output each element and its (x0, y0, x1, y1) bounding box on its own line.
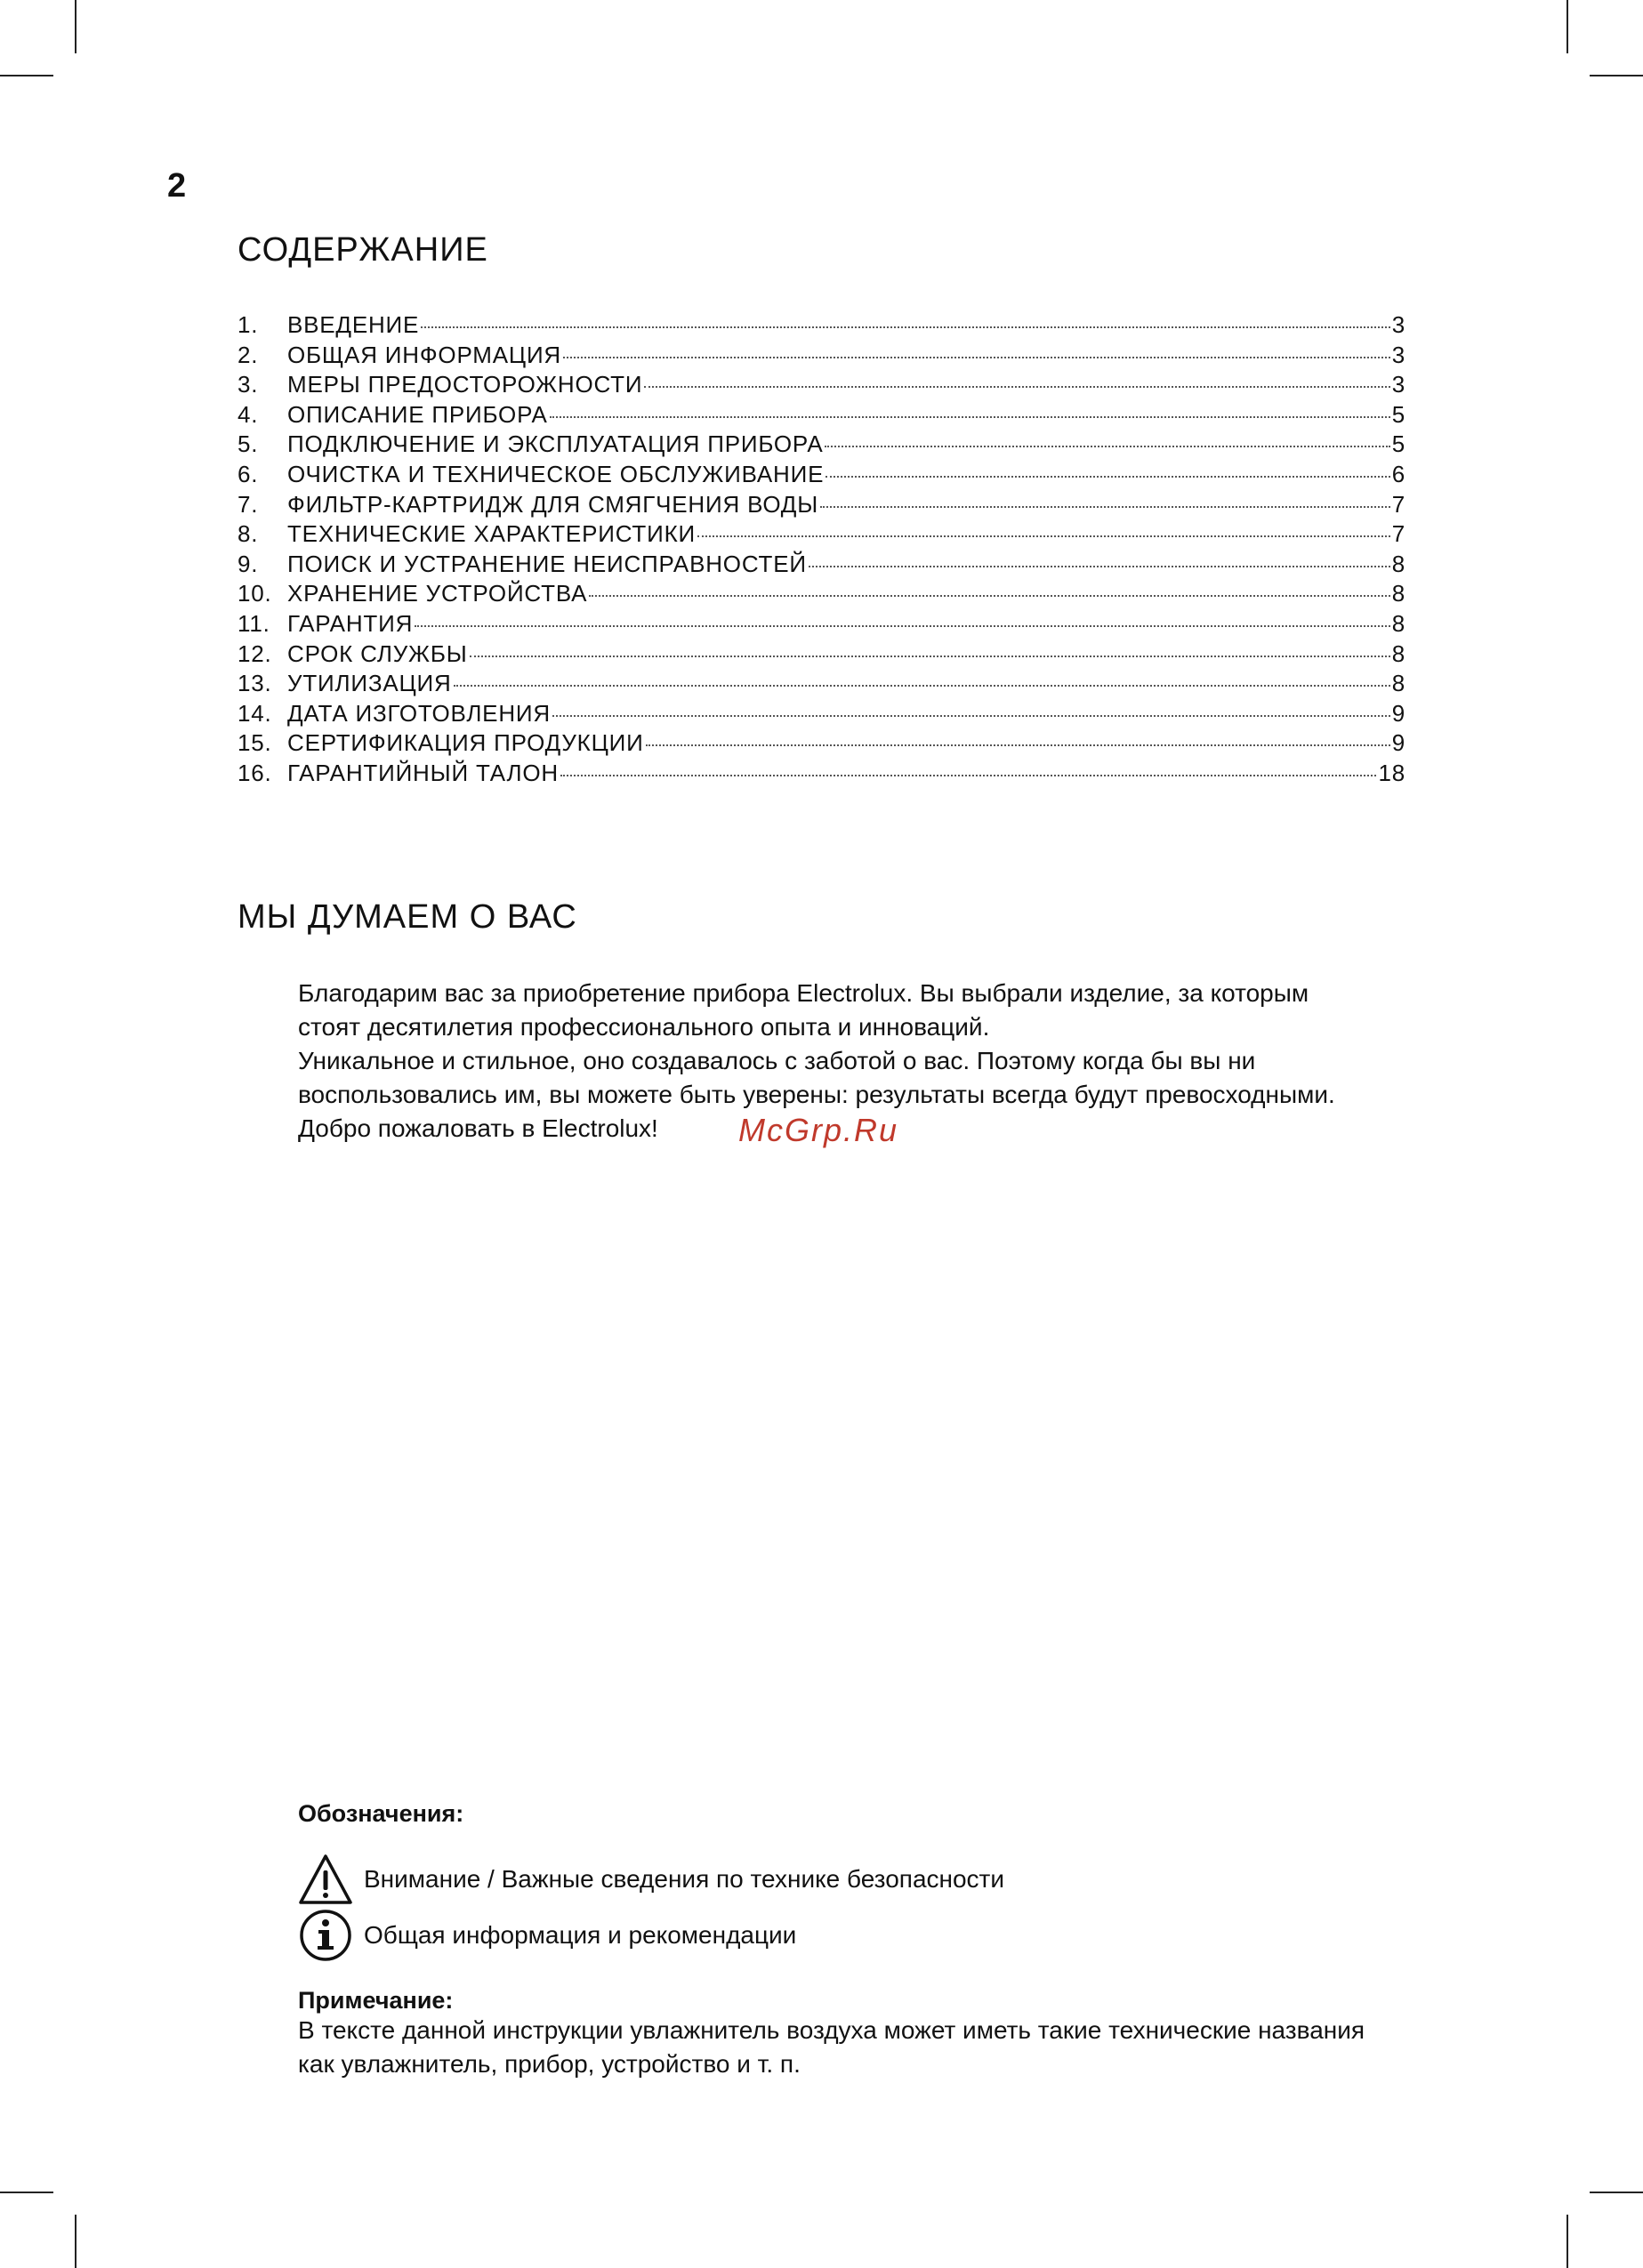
legend-item-text: Общая информация и рекомендации (364, 1921, 797, 1949)
toc-item-number: 5. (238, 430, 259, 458)
warning-triangle-icon (298, 1853, 353, 1906)
toc-item[interactable] (238, 491, 1405, 521)
welcome-line: Добро пожаловать в Electrolux! (298, 1114, 658, 1142)
toc-item-page: 8 (1391, 550, 1405, 577)
toc-item[interactable] (238, 610, 1405, 640)
toc-item[interactable] (238, 401, 1405, 431)
toc-item-label: МЕРЫ ПРЕДОСТОРОЖНОСТИ (287, 371, 643, 398)
crop-mark-top-left-horizontal (0, 75, 53, 76)
toc-item[interactable] (238, 729, 1405, 760)
toc-item-page: 8 (1391, 670, 1405, 697)
toc-item-label: ДАТА ИЗГОТОВЛЕНИЯ (287, 699, 551, 727)
toc-item-page: 18 (1378, 759, 1405, 786)
toc-item-number: 13. (238, 670, 272, 697)
table-of-contents (238, 311, 1405, 790)
page-number: 2 (167, 167, 187, 205)
toc-item-page: 5 (1391, 430, 1405, 458)
toc-item-number: 10. (238, 580, 272, 607)
watermark: McGrp.Ru (738, 1112, 899, 1148)
toc-item[interactable] (238, 430, 1405, 461)
crop-mark-top-left-vertical (75, 0, 77, 53)
toc-item-label: УТИЛИЗАЦИЯ (287, 670, 452, 697)
toc-item-label: ОБЩАЯ ИНФОРМАЦИЯ (287, 341, 562, 368)
toc-item-number: 15. (238, 729, 272, 757)
toc-item-number: 11. (238, 609, 270, 637)
welcome-line: стоят десятилетия профессионального опыта и инноваций. (298, 1013, 990, 1041)
toc-item-page: 3 (1391, 371, 1405, 398)
toc-leader-dots (809, 566, 1390, 567)
toc-item-label: ХРАНЕНИЕ УСТРОЙСТВА (287, 580, 588, 607)
toc-item[interactable] (238, 700, 1405, 730)
toc-leader-dots (550, 416, 1390, 418)
crop-mark-bottom-left-vertical (75, 2215, 77, 2268)
toc-item-label: ФИЛЬТР-КАРТРИДЖ ДЛЯ СМЯГЧЕНИЯ ВОДЫ (287, 490, 819, 518)
toc-leader-dots (560, 775, 1377, 776)
toc-leader-dots (589, 595, 1389, 597)
toc-item-number: 12. (238, 639, 272, 667)
toc-item-label: ГАРАНТИЙНЫЙ ТАЛОН (287, 759, 559, 786)
toc-item[interactable] (238, 311, 1405, 342)
toc-leader-dots (826, 476, 1390, 478)
toc-item-number: 6. (238, 460, 259, 487)
toc-item-page: 8 (1391, 639, 1405, 667)
toc-item[interactable] (238, 580, 1405, 610)
note-paragraph (298, 2014, 1508, 2081)
toc-leader-dots (454, 685, 1390, 687)
toc-item-number: 1. (238, 311, 259, 338)
toc-item-label: ПОИСК И УСТРАНЕНИЕ НЕИСПРАВНОСТЕЙ (287, 550, 807, 577)
crop-mark-top-right-vertical (1566, 0, 1568, 53)
toc-leader-dots (646, 744, 1390, 746)
toc-item-label: СРОК СЛУЖБЫ (287, 639, 468, 667)
toc-item-label: СЕРТИФИКАЦИЯ ПРОДУКЦИИ (287, 729, 644, 757)
toc-item-page: 8 (1391, 580, 1405, 607)
toc-leader-dots (563, 357, 1390, 358)
toc-item-label: ОЧИСТКА И ТЕХНИЧЕСКОЕ ОБСЛУЖИВАНИЕ (287, 460, 825, 487)
toc-item-page: 7 (1391, 520, 1405, 548)
toc-title: СОДЕРЖАНИЕ (238, 231, 488, 269)
toc-item-number: 4. (238, 400, 259, 428)
legend-heading: Обозначения: (298, 1800, 464, 1827)
note-line: как увлажнитель, прибор, устройство и т. п. (298, 2050, 801, 2078)
toc-item[interactable] (238, 640, 1405, 671)
toc-item-page: 6 (1391, 460, 1405, 487)
crop-mark-top-right-horizontal (1590, 75, 1643, 76)
toc-item-label: ВВЕДЕНИЕ (287, 311, 420, 338)
toc-item-page: 3 (1391, 311, 1405, 338)
toc-item[interactable] (238, 520, 1405, 551)
toc-item-label: ПОДКЛЮЧЕНИЕ И ЭКСПЛУАТАЦИЯ ПРИБОРА (287, 430, 824, 458)
toc-leader-dots (415, 625, 1390, 627)
toc-item-page: 5 (1391, 400, 1405, 428)
toc-item-number: 9. (238, 550, 259, 577)
toc-leader-dots (644, 386, 1389, 388)
welcome-line: воспользовались им, вы можете быть уверены: результаты всегда будут превосходными. (298, 1081, 1335, 1108)
welcome-line: Благодарим вас за приобретение прибора Electrolux. Вы выбрали изделие, за которым (298, 979, 1309, 1007)
toc-item-label: ГАРАНТИЯ (287, 609, 414, 637)
toc-item-number: 16. (238, 759, 272, 786)
toc-leader-dots (697, 535, 1390, 537)
toc-item-label: ОПИСАНИЕ ПРИБОРА (287, 400, 548, 428)
toc-item-number: 3. (238, 371, 259, 398)
toc-item[interactable] (238, 342, 1405, 372)
toc-item-page: 3 (1391, 341, 1405, 368)
toc-item[interactable] (238, 670, 1405, 700)
toc-item-number: 8. (238, 520, 259, 548)
welcome-title: МЫ ДУМАЕМ О ВАС (238, 898, 577, 936)
toc-leader-dots (470, 655, 1390, 657)
toc-leader-dots (825, 446, 1389, 447)
note-heading: Примечание: (298, 1987, 454, 2014)
toc-item[interactable] (238, 551, 1405, 581)
toc-item-label: ТЕХНИЧЕСКИЕ ХАРАКТЕРИСТИКИ (287, 520, 697, 548)
toc-item-page: 9 (1391, 729, 1405, 757)
legend-item-info (298, 1909, 796, 1962)
crop-mark-bottom-right-horizontal (1590, 2192, 1643, 2193)
legend-item-warning (298, 1853, 1004, 1906)
toc-item-number: 7. (238, 490, 259, 518)
toc-leader-dots (421, 326, 1390, 328)
note-line: В тексте данной инструкции увлажнитель воздуха может иметь такие технические названия (298, 2016, 1365, 2044)
toc-item-page: 9 (1391, 699, 1405, 727)
info-circle-icon (298, 1909, 353, 1962)
toc-leader-dots (820, 506, 1390, 508)
toc-item-page: 8 (1391, 609, 1405, 637)
toc-item[interactable] (238, 760, 1405, 790)
toc-item-page: 7 (1391, 490, 1405, 518)
crop-mark-bottom-right-vertical (1566, 2215, 1568, 2268)
toc-leader-dots (552, 715, 1390, 717)
toc-item[interactable] (238, 371, 1405, 401)
legend-item-text: Внимание / Важные сведения по технике безопасности (364, 1865, 1005, 1893)
welcome-line: Уникальное и стильное, оно создавалось с заботой о вас. Поэтому когда бы вы ни (298, 1047, 1256, 1074)
toc-item-number: 14. (238, 699, 272, 727)
crop-mark-bottom-left-horizontal (0, 2192, 53, 2193)
toc-item-number: 2. (238, 341, 259, 368)
toc-item[interactable] (238, 461, 1405, 491)
